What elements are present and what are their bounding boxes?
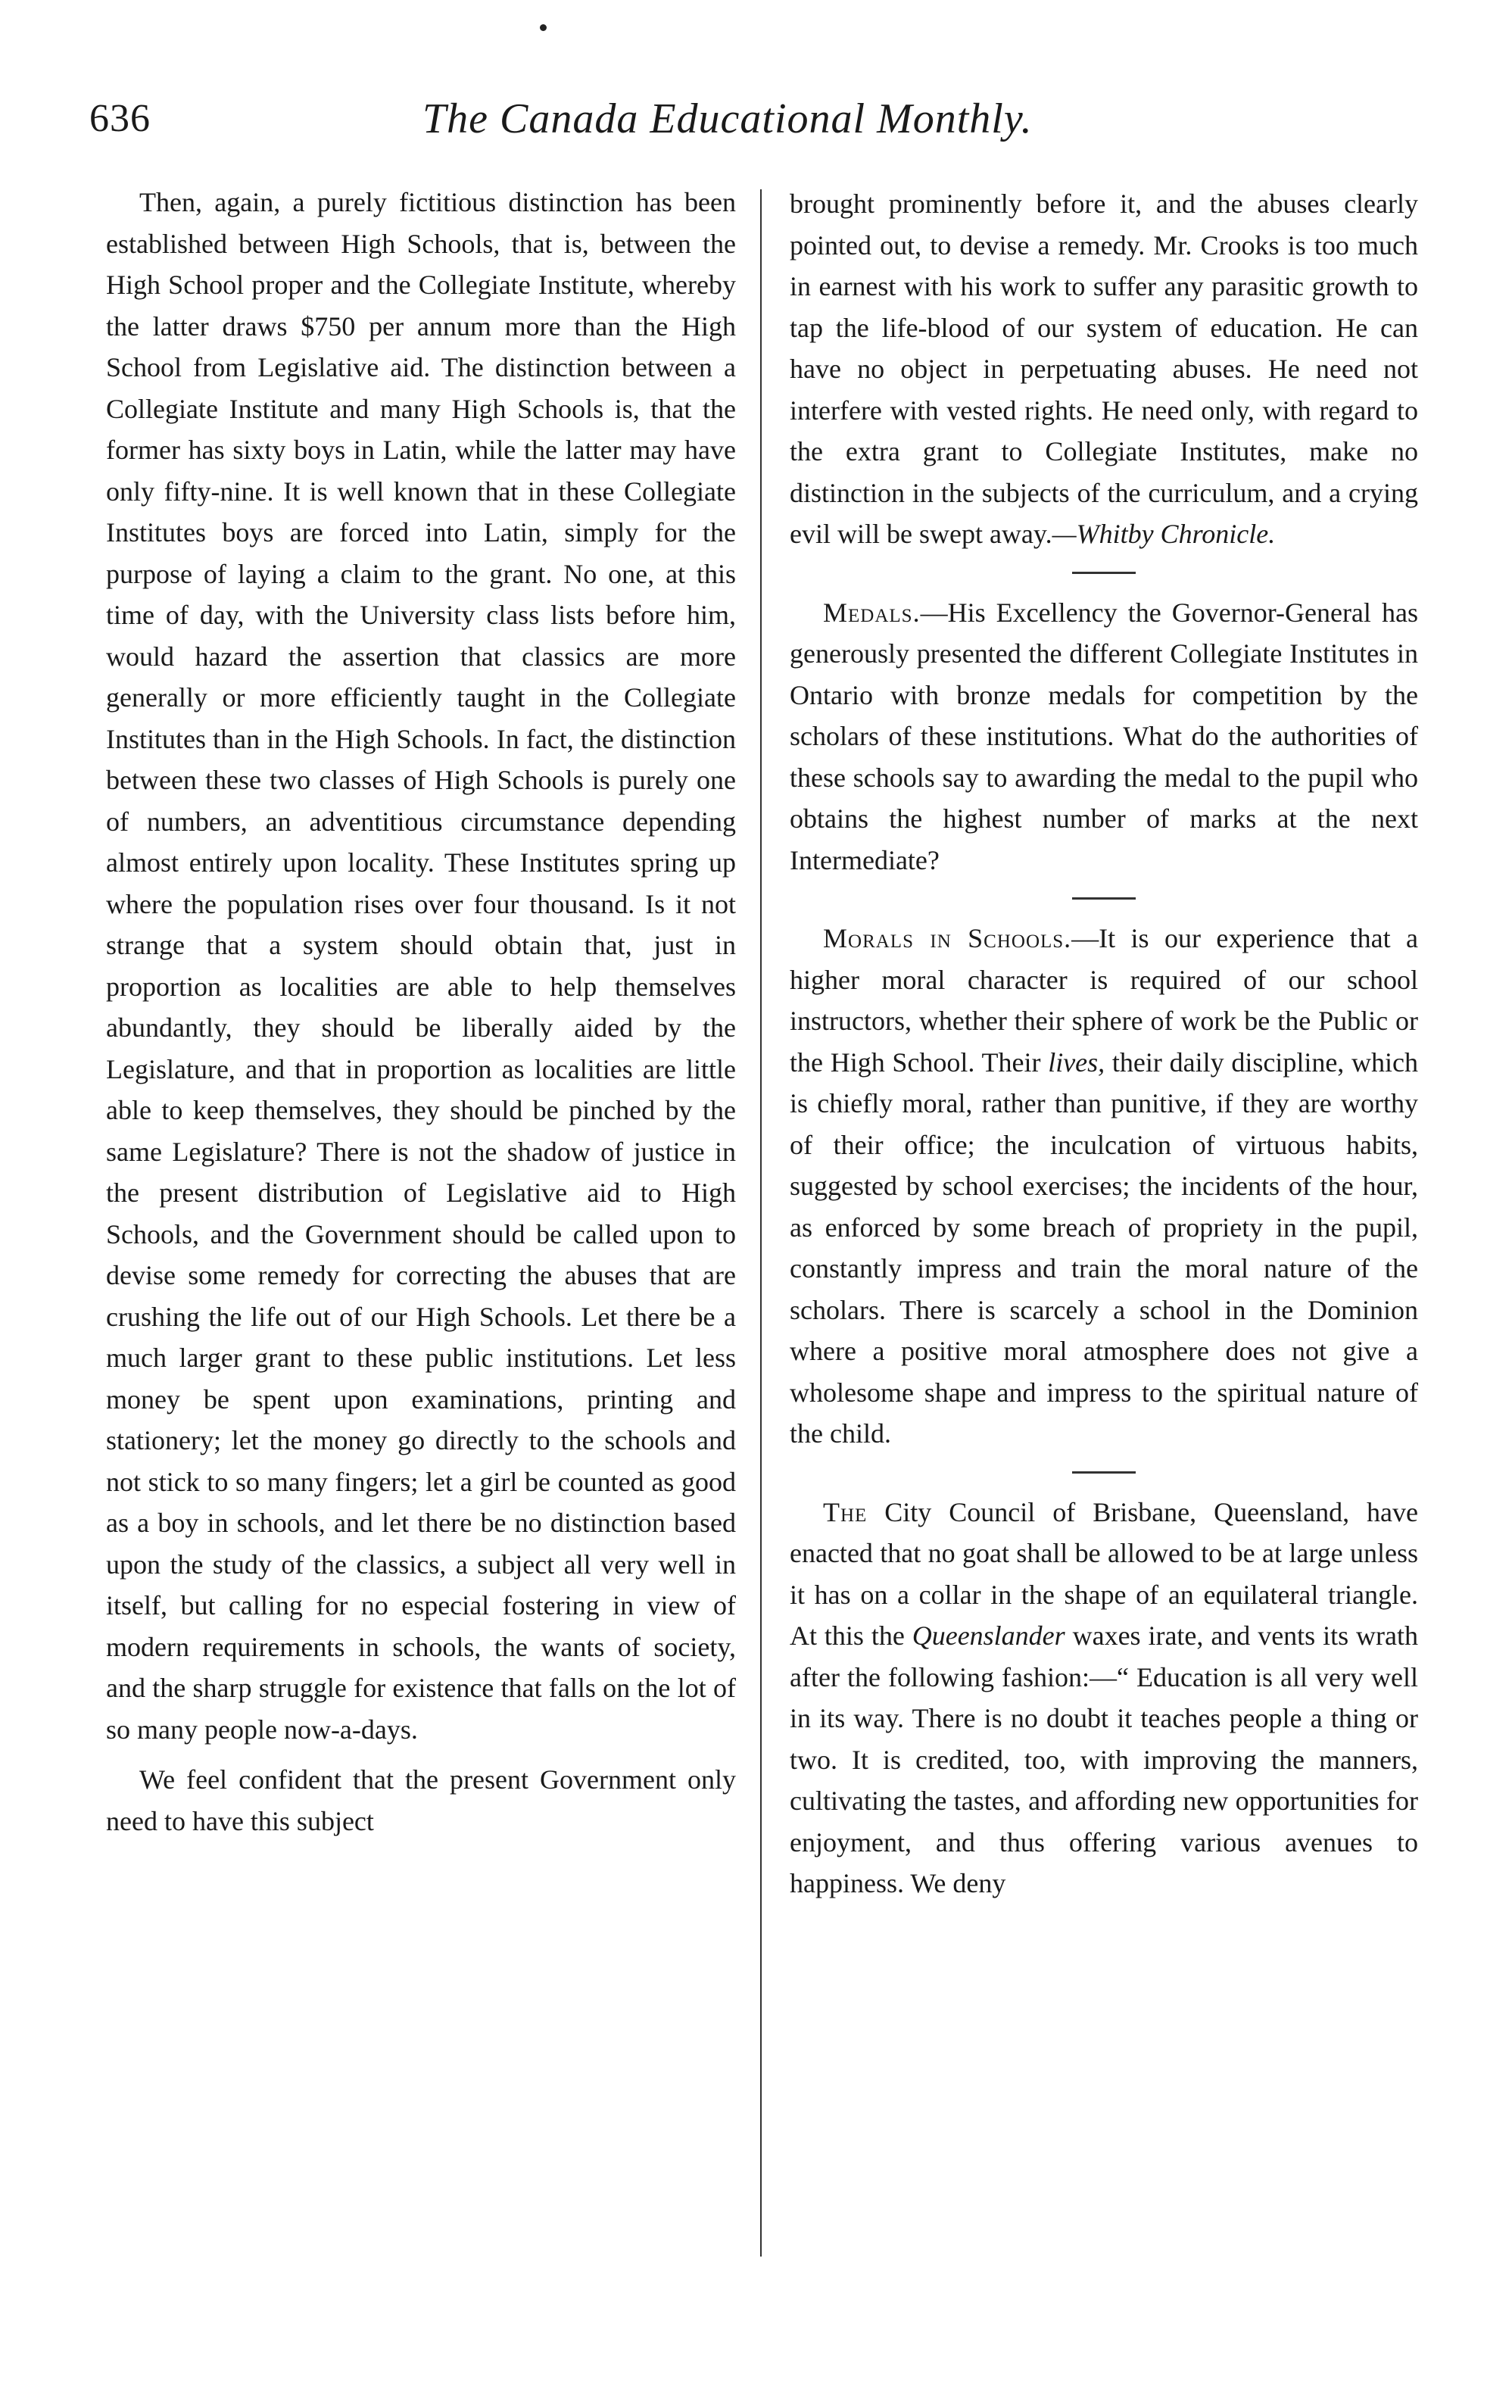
- page-number: 636: [89, 97, 151, 140]
- section-divider: [1072, 1471, 1136, 1474]
- section-divider: [1072, 897, 1136, 900]
- lives-italic: lives,: [1048, 1046, 1105, 1078]
- ink-dot-mark: [540, 24, 547, 31]
- morals-heading: Morals in Schools.: [823, 923, 1072, 953]
- brisbane-text-part-2: waxes irate, and vents its wrath after the following fashion:—“ Education is all very well in its way. There is no doubt it teaches people a thing or two. It is credited, too, with improving the manners, cultivating the tastes, and affording new opportunities for enjoyment, and thus offering various avenues to happiness. We deny: [790, 1620, 1418, 1898]
- medals-paragraph: [790, 592, 1418, 881]
- brisbane-text-part-1: City Council of Brisbane, Queensland, have enacted that no goat shall be allowed to be at large unless it has on a collar in the shape of an equilateral triangle. At this the: [790, 1496, 1418, 1651]
- source-citation: —Whitby Chronicle.: [1052, 519, 1276, 549]
- fictitious-distinction-paragraph: Then, again, a purely fictitious distinction has been established between High Schools, that is, between the High School proper and the Collegiate Institute, whereby the latter draws $750 per annum more than the High School from Legislative aid. The distinction between a Collegiate Institute and many High Schools is, that the former has sixty boys in Latin, while the latter may have only fifty-nine. It is well known that in these Collegiate Institutes boys are forced into Latin, simply for the purpose of laying a claim to the grant. No one, at this time of day, with the University class lists before him, would hazard the assertion that classics are more generally or more efficiently taught in the Collegiate Institutes than in the High Schools. In fact, the distinction between these two classes of High Schools is purely one of numbers, an adventitious circumstance depending almost entirely upon locality. These Institutes spring up where the population rises over four thousand. Is it not strange that a system should obtain that, just in proportion as localities are able to help themselves abundantly, they should be liberally aided by the Legislature, and that in proportion as localities are little able to keep themselves, they should be pinched by the same Legislature? There is not the shadow of justice in the present distribution of Legislative aid to High Schools, and the Government should be called upon to devise some remedy for correcting the abuses that are crushing the life out of our High Schools. Let there be a much larger grant to these public institutions. Let less money be spent upon examinations, printing and stationery; let the money go directly to the schools and not stick to so many fingers; let a girl be counted as good as a boy in schools, and let there be no distinction based upon the study of the classics, a subject all very well in itself, but calling for no especial fostering in view of modern requirements in schools, the wants of society, and the sharp struggle for existence that falls on the lot of so many people now-a-days.: [106, 187, 736, 1745]
- morals-text-part-2: their daily discipline, which is chiefly moral, rather than punitive, if they are worthy of their office; the inculcation of virtuous habits, suggested by school exercises; the incidents of the hour, as enforced by some breach of propriety in the pupil, constantly impress and train the moral nature of the scholars. There is scarcely a school in the Dominion where a positive moral atmosphere does not give a wholesome shape and impress to the spiritual nature of the child.: [790, 1046, 1418, 1449]
- confidence-paragraph: We feel confident that the present Government only need to have this subject: [106, 1764, 736, 1836]
- morals-text-part-1: —It is our experience that a higher moral character is required of our school instructors, whether their sphere of work be the Public or the High School. Their: [790, 923, 1418, 1078]
- brisbane-lead-word: The: [823, 1496, 868, 1527]
- column-divider: [760, 189, 762, 2257]
- section-divider: [1072, 572, 1136, 574]
- morals-paragraph: [790, 918, 1418, 1455]
- continuation-paragraph: [790, 183, 1418, 555]
- left-column: [106, 182, 736, 1842]
- medals-text: —His Excellency the Governor-General has generously presented the different Collegiate Institutes in Ontario with bronze medals for competition by the scholars of these institutions. What do the authorities of these schools say to awarding the medal to the pupil who obtains the highest number of marks at the next Intermediate?: [790, 597, 1418, 875]
- medals-heading: Medals.: [823, 597, 921, 628]
- running-header: [89, 92, 1464, 153]
- queenslander-italic: Queenslander: [912, 1620, 1065, 1651]
- journal-title: The Canada Educational Monthly.: [422, 95, 1033, 142]
- continuation-text: brought prominently before it, and the abuses clearly pointed out, to devise a remedy. Mr. Crooks is too much in earnest with his work to suffer any parasitic growth to tap the life-blood of our system of education. He can have no object in perpetuating abuses. He need not interfere with vested rights. He need only, with regard to the extra grant to Collegiate Institutes, make no distinction in the subjects of the curriculum, and a crying evil will be swept away.: [790, 189, 1418, 549]
- brisbane-paragraph: [790, 1492, 1418, 1904]
- right-column: [790, 183, 1418, 1904]
